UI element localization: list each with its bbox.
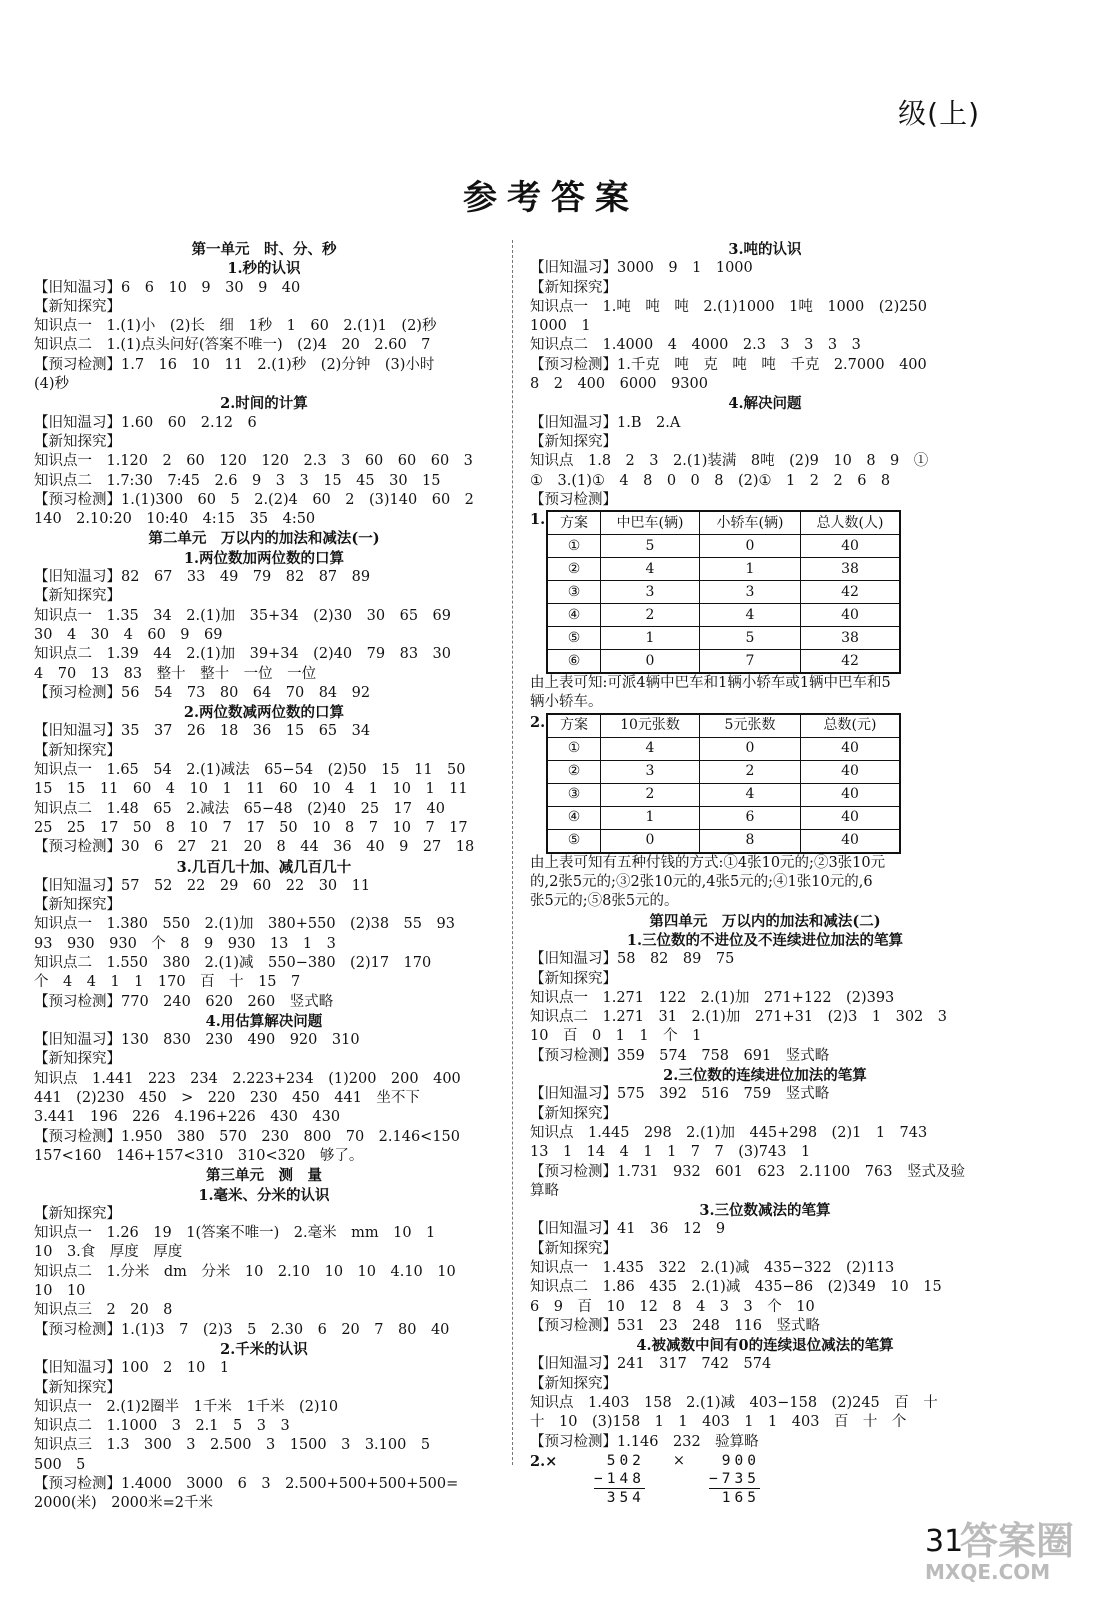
watermark-logo: 答案圈: [960, 1519, 1075, 1563]
section-heading: 1.毫米、分米的认识: [198, 1186, 330, 1204]
table-cell: 5: [700, 627, 801, 650]
answer-line: 2000(米) 2000米=2千米: [34, 1495, 213, 1512]
table-cell: 3: [601, 581, 700, 604]
table-cell: 40: [801, 806, 901, 829]
answer-line: 知识点三 2 20 8: [34, 1302, 173, 1319]
section-heading: 1.三位数的不进位及不连续进位加法的笔算: [626, 931, 904, 949]
answer-line: 4 70 13 83 整十 整十 一位 一位: [34, 665, 317, 682]
table-cell: 0: [601, 650, 700, 674]
table-header-cell: 方案: [547, 511, 601, 535]
answer-line: 【新知探究】: [34, 897, 121, 914]
table-row: [547, 650, 900, 674]
table-header-cell: 总数(元): [801, 714, 901, 738]
answer-line: 【新知探究】: [34, 1205, 121, 1222]
answer-line: 【新知探究】: [530, 433, 617, 450]
answer-line: 【预习检测】1.731 932 601 623 2.1100 763 竖式及验: [530, 1163, 965, 1180]
table-cell: 40: [801, 604, 901, 627]
answer-line: 个 4 4 1 1 170 百 十 15 7: [34, 974, 301, 991]
section-heading: 4.解决问题: [728, 395, 802, 413]
table-1-number: 1.: [530, 511, 546, 529]
answer-line: 【预习检测】1.950 380 570 230 800 70 2.146<150: [34, 1128, 461, 1145]
table-cell: ③: [547, 581, 601, 604]
table-1-block: [530, 510, 1000, 674]
answer-line: 【新知探究】: [34, 1379, 121, 1396]
answer-line: 十 10 (3)158 1 1 403 1 1 403 百 十 个: [530, 1414, 907, 1431]
answer-line: 知识点 1.441 223 234 2.223+234 (1)200 200 400: [34, 1070, 461, 1087]
section-heading: 2.千米的认识: [220, 1340, 308, 1358]
answer-line: 15 15 11 60 4 10 1 11 60 10 4 1 10 1 11: [34, 781, 468, 798]
table-row: [547, 760, 900, 783]
table-cell: 2: [601, 783, 700, 806]
answer-line: 知识点二 1.7:30 7:45 2.6 9 3 3 15 45 30 15: [34, 472, 441, 489]
answer-line: 【预习检测】1.千克 吨 克 吨 吨 千克 2.7000 400: [530, 356, 927, 373]
table-row: [547, 558, 900, 581]
table-2-conclusion: [530, 854, 1000, 912]
table-cell: 4: [601, 737, 700, 760]
answer-line: 知识点一 1.271 122 2.(1)加 271+122 (2)393: [530, 989, 895, 1006]
table-cell: 40: [801, 783, 901, 806]
table-cell: 42: [801, 581, 901, 604]
section-heading: 4.被减数中间有0的连续退位减法的笔算: [636, 1337, 894, 1355]
table-cell: 4: [601, 558, 700, 581]
answer-line: 【预习检测】1.146 232 验算略: [530, 1433, 759, 1450]
table-row: [547, 535, 900, 558]
answer-line: 93 930 930 个 8 9 930 13 1 3: [34, 935, 336, 952]
answer-line: 30 4 30 4 60 9 69: [34, 626, 223, 643]
answer-line: 10 百 0 1 1 个 1: [530, 1028, 702, 1045]
section-heading: 第四单元 万以内的加法和减法(二): [649, 912, 881, 930]
page-number: 31: [925, 1524, 964, 1559]
answer-line: 知识点一 1.380 550 2.(1)加 380+550 (2)38 55 93: [34, 916, 455, 933]
section-heading: 1.秒的认识: [227, 260, 301, 278]
table-header-cell: 中巴车(辆): [601, 511, 700, 535]
answer-line: 知识点一 2.(1)2圈半 1千米 1千米 (2)10: [34, 1398, 339, 1415]
answer-line: 由上表可知有五种付钱的方式:①4张10元的;②3张10元: [530, 854, 886, 871]
table-cell: 5: [601, 535, 700, 558]
cross-mark: ×: [672, 1452, 686, 1469]
answer-line: 【预习检测】1.7 16 10 11 2.(1)秒 (2)分钟 (3)小时: [34, 356, 435, 373]
section-heading: 1.两位数加两位数的口算: [183, 549, 345, 567]
answer-line: 25 25 17 50 8 10 7 17 50 10 8 7 10 7 17: [34, 819, 468, 836]
table-cell: ④: [547, 806, 601, 829]
vertical-calc-1: [594, 1452, 645, 1507]
answer-line: 【新知探究】: [530, 1240, 617, 1257]
answer-line: 13 1 14 4 1 1 7 7 (3)743 1: [530, 1144, 811, 1161]
answer-line: 知识点二 1.86 435 2.(1)减 435−86 (2)349 10 15: [530, 1279, 942, 1296]
answer-line: 【预习检测】30 6 27 21 20 8 44 36 40 9 27 18: [34, 839, 475, 856]
table-row: [547, 604, 900, 627]
table-cell: ⑤: [547, 627, 601, 650]
answer-line: 【旧知温习】1.B 2.A: [530, 414, 681, 431]
table-cell: ②: [547, 558, 601, 581]
answer-line: 【旧知温习】241 317 742 574: [530, 1356, 772, 1373]
bus-car-table: [546, 510, 901, 674]
answer-line: 知识点二 1.39 44 2.(1)加 39+34 (2)40 79 83 30: [34, 646, 452, 663]
answer-line: 【预习检测】770 240 620 260 竖式略: [34, 993, 334, 1010]
answer-line: 【新知探究】: [34, 298, 121, 315]
answer-line: 知识点一 1.65 54 2.(1)减法 65−54 (2)50 15 11 50: [34, 762, 466, 779]
right-top-section: [530, 240, 1000, 510]
left-column: [34, 240, 494, 1514]
table-cell: ④: [547, 604, 601, 627]
grade-corner-label: 级(上): [898, 97, 980, 130]
answer-line: 【预习检测】531 23 248 116 竖式略: [530, 1317, 820, 1334]
table-cell: 42: [801, 650, 901, 674]
section-heading: 3.三位数减法的笔算: [699, 1202, 831, 1220]
answer-line: 157<160 146+157<310 310<320 够了。: [34, 1147, 364, 1164]
answer-line: 【预习检测】: [530, 491, 617, 508]
table-cell: 38: [801, 558, 901, 581]
section-heading: 2.两位数减两位数的口算: [183, 704, 345, 722]
table-cell: 4: [700, 604, 801, 627]
answer-line: 【预习检测】1.(1)300 60 5 2.(2)4 60 2 (3)140 60 2: [34, 491, 474, 508]
answer-line: 算略: [530, 1182, 559, 1199]
watermark-url: MXQE.COM: [925, 1560, 1051, 1584]
answer-line: 【旧知温习】1.60 60 2.12 6: [34, 414, 257, 431]
table-header-cell: 小轿车(辆): [700, 511, 801, 535]
table-cell: 8: [700, 829, 801, 853]
answer-line: 知识点二 1.1000 3 2.1 5 3 3: [34, 1418, 290, 1435]
table-cell: 40: [801, 737, 901, 760]
vertical-calculation-block: [530, 1452, 1000, 1507]
table-cell: ⑥: [547, 650, 601, 674]
answer-line: 知识点一 1.120 2 60 120 120 2.3 3 60 60 60 3: [34, 453, 473, 470]
answer-line: (4)秒: [34, 376, 70, 393]
answer-line: 知识点一 1.26 19 1(答案不唯一) 2.毫米 mm 10 1: [34, 1225, 436, 1242]
table-cell: 1: [601, 627, 700, 650]
answer-line: 【预习检测】56 54 73 80 64 70 84 92: [34, 684, 371, 701]
section-heading: 第三单元 测 量: [206, 1167, 322, 1185]
table-cell: 0: [700, 737, 801, 760]
table-header-cell: 总人数(人): [801, 511, 901, 535]
right-bottom-section: [530, 912, 1000, 1452]
answer-line: 【旧知温习】82 67 33 49 79 82 87 89: [34, 569, 371, 586]
table-header-cell: 5元张数: [700, 714, 801, 738]
answer-line: 【旧知温习】57 52 22 29 60 22 30 11: [34, 877, 371, 894]
answer-line: 【新知探究】: [530, 970, 617, 987]
answer-line: 【旧知温习】575 392 516 759 竖式略: [530, 1086, 830, 1103]
table-header-cell: 10元张数: [601, 714, 700, 738]
answer-line: 【新知探究】: [34, 433, 121, 450]
answer-line: 140 2.10:20 10:40 4:15 35 4:50: [34, 511, 316, 528]
vertical-calc-2: [709, 1452, 760, 1507]
answer-line: 由上表可知:可派4辆中巴车和1辆小轿车或1辆中巴车和5: [530, 675, 891, 692]
answer-line: 张5元的;⑤8张5元的。: [530, 893, 679, 910]
table-cell: 40: [801, 535, 901, 558]
calc-2-row: −735: [709, 1470, 760, 1487]
table-cell: 40: [801, 760, 901, 783]
table-row: [547, 581, 900, 604]
table-cell: 0: [601, 829, 700, 853]
answer-line: 知识点二 1.550 380 2.(1)减 550−380 (2)17 170: [34, 954, 432, 971]
answer-line: 【预习检测】359 574 758 691 竖式略: [530, 1047, 830, 1064]
table-row: [547, 783, 900, 806]
calc-label: 2.×: [530, 1452, 558, 1470]
answer-line: ① 3.(1)① 4 8 0 0 8 (2)① 1 2 2 6 8: [530, 472, 891, 489]
table-cell: 40: [801, 829, 901, 853]
answer-line: 知识点二 1.271 31 2.(1)加 271+31 (2)3 1 302 3: [530, 1009, 948, 1026]
section-heading: 3.吨的认识: [728, 241, 802, 258]
answer-line: 3.441 196 226 4.196+226 430 430: [34, 1109, 341, 1126]
calc-1-row: 354: [606, 1489, 645, 1506]
answer-line: 的,2张5元的;③2张10元的,4张5元的;④1张10元的,6: [530, 874, 873, 891]
table-cell: 38: [801, 627, 901, 650]
answer-line: 【预习检测】1.(1)3 7 (2)3 5 2.30 6 20 7 80 40: [34, 1321, 450, 1338]
answer-line: 知识点二 1.48 65 2.减法 65−48 (2)40 25 17 40: [34, 800, 445, 817]
table-row: [547, 829, 900, 853]
table-2-block: [530, 713, 1000, 854]
section-heading: 2.三位数的连续进位加法的笔算: [663, 1067, 867, 1085]
table-cell: 3: [601, 760, 700, 783]
section-heading: 第一单元 时、分、秒: [191, 241, 337, 258]
answer-line: 【预习检测】1.4000 3000 6 3 2.500+500+500+500=: [34, 1476, 459, 1492]
table-cell: ③: [547, 783, 601, 806]
section-heading: 第二单元 万以内的加法和减法(一): [148, 530, 380, 548]
calc-2-row: 900: [721, 1452, 760, 1469]
table-header-cell: 方案: [547, 714, 601, 738]
answer-line: 知识点 1.445 298 2.(1)加 445+298 (2)1 1 743: [530, 1124, 928, 1141]
right-column: [530, 240, 1000, 1507]
answer-line: 知识点一 1.35 34 2.(1)加 35+34 (2)30 30 65 69: [34, 607, 452, 624]
table-cell: 0: [700, 535, 801, 558]
table-row: [547, 627, 900, 650]
section-heading: 2.时间的计算: [220, 395, 308, 413]
payment-table: [546, 713, 901, 854]
table-cell: 2: [700, 760, 801, 783]
answer-line: 【旧知温习】58 82 89 75: [530, 951, 735, 968]
answer-line: 10 10: [34, 1283, 86, 1300]
answer-line: 【新知探究】: [530, 1375, 617, 1392]
calc-1-row: −148: [594, 1470, 645, 1487]
table-cell: 2: [601, 604, 700, 627]
table-cell: 1: [700, 558, 801, 581]
calc-2-row: 165: [721, 1489, 760, 1506]
table-cell: ⑤: [547, 829, 601, 853]
answer-line: 知识点二 1.(1)点头问好(答案不唯一) (2)4 20 2.60 7: [34, 337, 431, 354]
answer-line: 441 (2)230 450 > 220 230 450 441 坐不下: [34, 1090, 420, 1107]
page-title: 参考答案: [463, 178, 639, 218]
table-row: [547, 737, 900, 760]
answer-line: 【旧知温习】41 36 12 9: [530, 1221, 726, 1238]
answer-line: 知识点一 1.435 322 2.(1)减 435−322 (2)113: [530, 1259, 895, 1276]
table-cell: 1: [601, 806, 700, 829]
table-cell: ①: [547, 737, 601, 760]
table-cell: ②: [547, 760, 601, 783]
answer-line: 辆小轿车。: [530, 694, 603, 711]
answer-line: 知识点 1.8 2 3 2.(1)装满 8吨 (2)9 10 8 9 ①: [530, 453, 929, 470]
answer-line: 【新知探究】: [530, 279, 617, 296]
answer-line: 1000 1: [530, 318, 591, 335]
answer-line: 知识点一 1.(1)小 (2)长 细 1秒 1 60 2.(1)1 (2)秒: [34, 318, 437, 335]
answer-line: 8 2 400 6000 9300: [530, 376, 708, 393]
section-heading: 3.几百几十加、减几百几十: [176, 858, 352, 876]
section-heading: 4.用估算解决问题: [205, 1012, 323, 1030]
table-2-number: 2.: [530, 713, 546, 731]
table-cell: 4: [700, 783, 801, 806]
answer-line: 【新知探究】: [34, 588, 121, 605]
table-cell: 7: [700, 650, 801, 674]
table-cell: 3: [700, 581, 801, 604]
answer-line: 10 3.食 厚度 厚度: [34, 1244, 183, 1261]
answer-line: 知识点二 1.4000 4 4000 2.3 3 3 3 3: [530, 337, 861, 354]
answer-line: 【旧知温习】35 37 26 18 36 15 65 34: [34, 723, 371, 740]
answer-line: 知识点二 1.分米 dm 分米 10 2.10 10 10 4.10 10: [34, 1263, 456, 1280]
column-divider: [512, 240, 513, 1465]
answer-line: 【旧知温习】3000 9 1 1000: [530, 260, 753, 277]
answer-line: 6 9 百 10 12 8 4 3 3 个 10: [530, 1298, 815, 1315]
answer-line: 【新知探究】: [34, 1051, 121, 1068]
table-cell: ①: [547, 535, 601, 558]
answer-line: 【新知探究】: [530, 1105, 617, 1122]
answer-line: 知识点 1.403 158 2.(1)减 403−158 (2)245 百 十: [530, 1395, 938, 1412]
table-row: [547, 806, 900, 829]
answer-line: 【旧知温习】100 2 10 1: [34, 1360, 230, 1377]
answer-line: 【旧知温习】130 830 230 490 920 310: [34, 1032, 360, 1049]
answer-line: 知识点三 1.3 300 3 2.500 3 1500 3 3.100 5: [34, 1437, 431, 1454]
table-cell: 6: [700, 806, 801, 829]
answer-line: 知识点一 1.吨 吨 吨 2.(1)1000 1吨 1000 (2)250: [530, 298, 927, 315]
answer-line: 【新知探究】: [34, 742, 121, 759]
answer-line: 500 5: [34, 1456, 86, 1473]
calc-1-row: 502: [606, 1452, 645, 1469]
table-1-conclusion: [530, 674, 1000, 713]
answer-line: 【旧知温习】6 6 10 9 30 9 40: [34, 279, 301, 296]
